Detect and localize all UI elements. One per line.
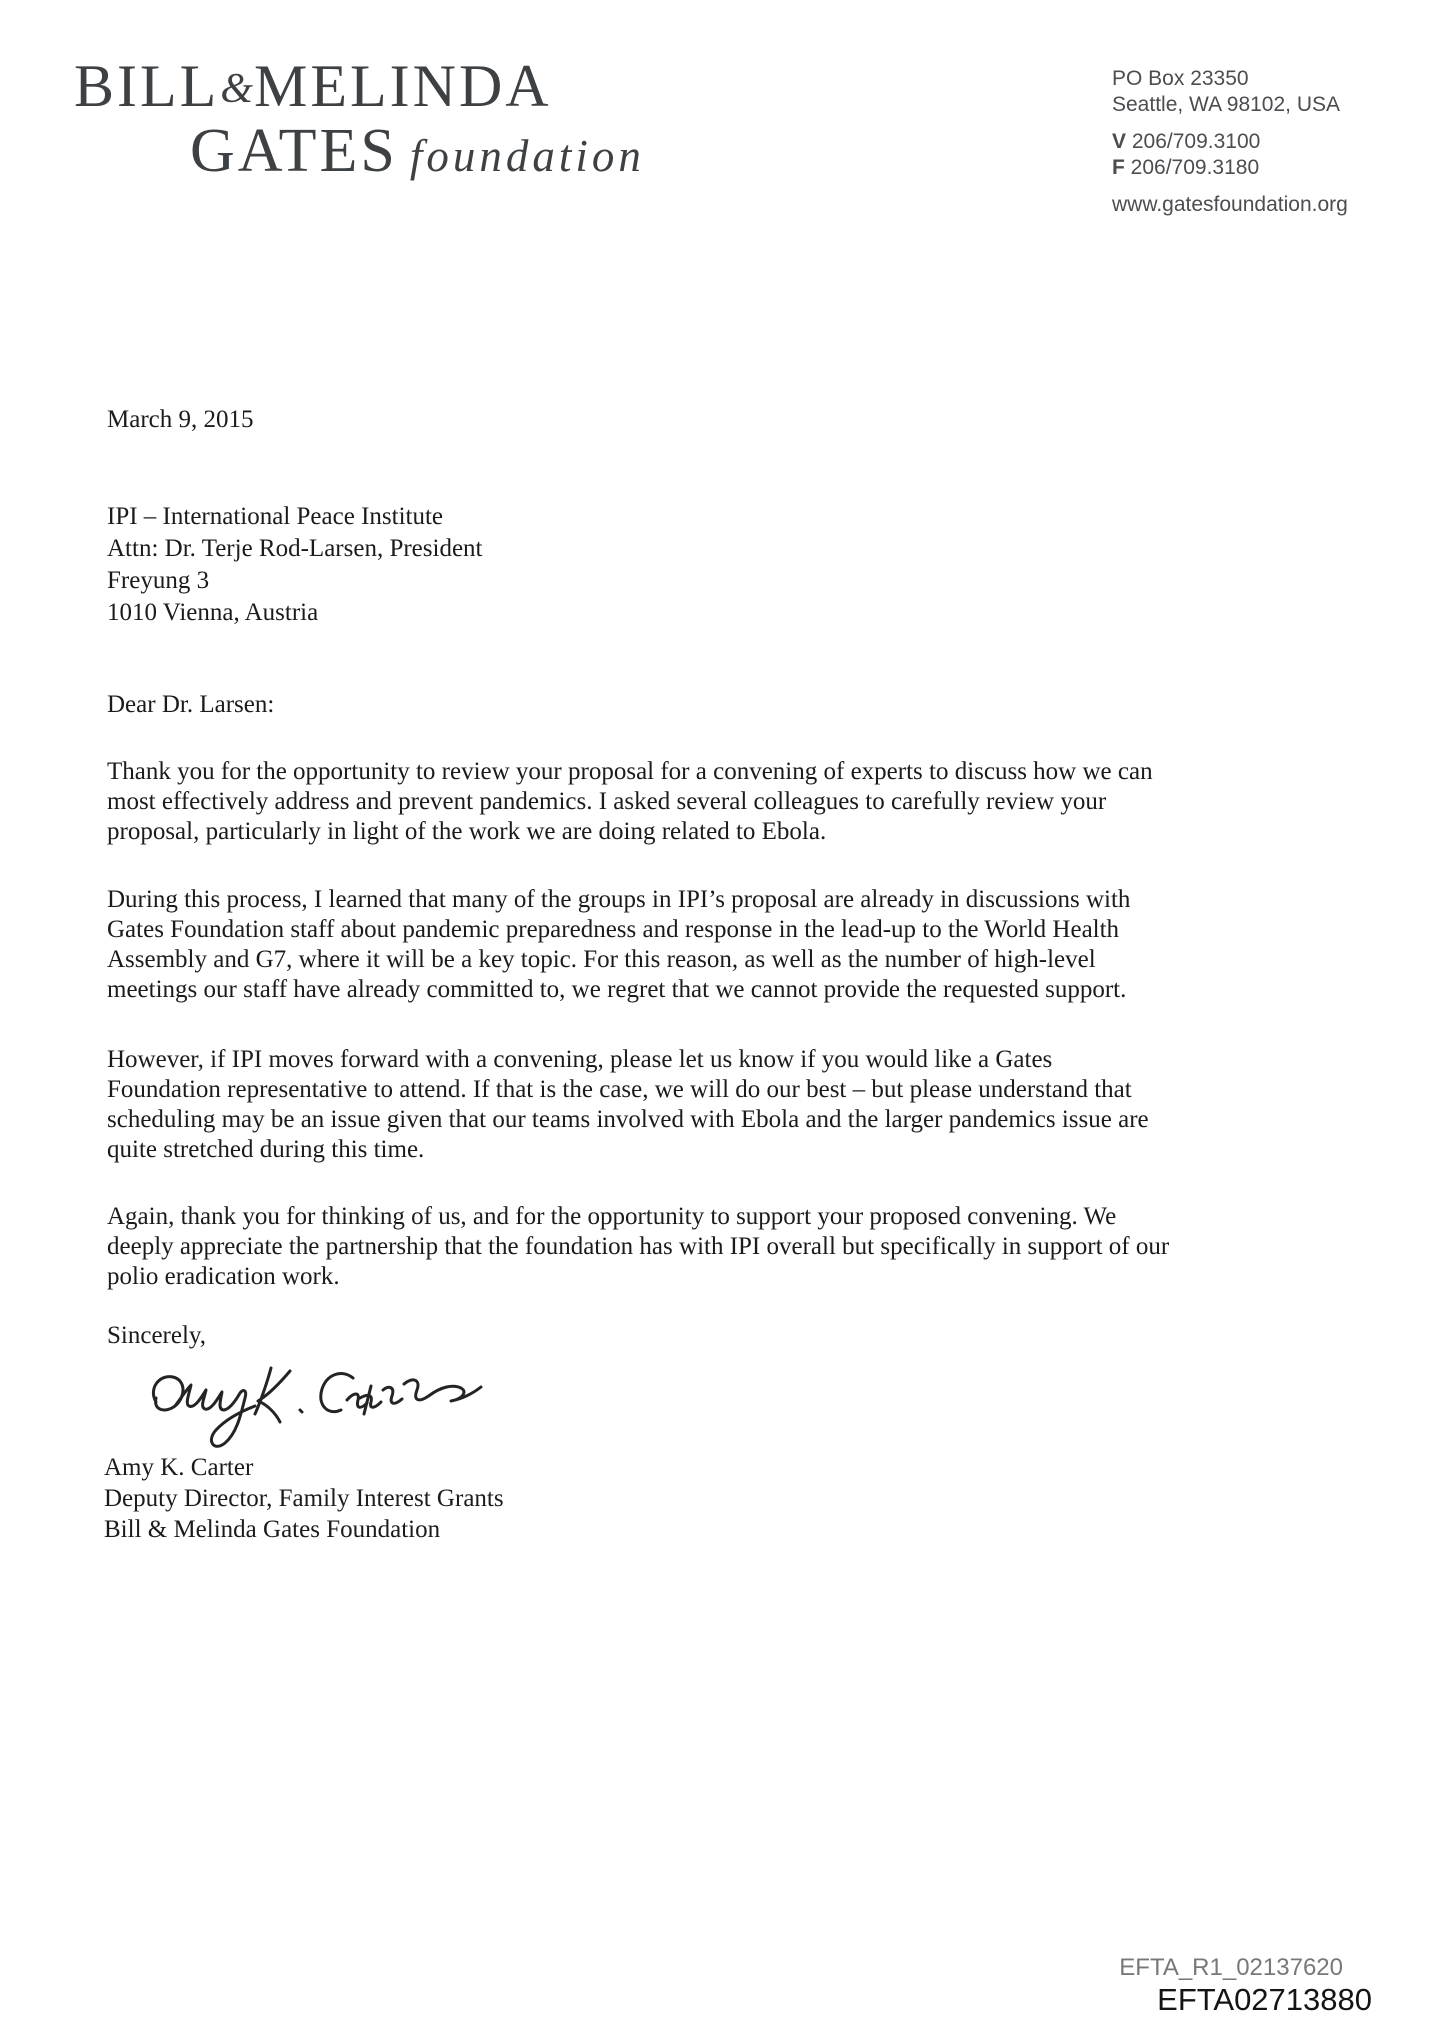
body-line: However, if IPI moves forward with a convening, please let us know if you would like a Gates bbox=[107, 1046, 1053, 1073]
signer-block bbox=[104, 1452, 504, 1545]
recipient-line: 1010 Vienna, Austria bbox=[107, 599, 319, 626]
body-paragraph-4 bbox=[107, 1202, 1169, 1292]
body-line: During this process, I learned that many of the groups in IPI’s proposal are already in discussions with bbox=[107, 886, 1131, 913]
body-line: Foundation representative to attend. If that is the case, we will do our best – but please understand that bbox=[107, 1076, 1132, 1103]
fax-label: F bbox=[1112, 156, 1125, 179]
salutation: Dear Dr. Larsen: bbox=[107, 691, 275, 718]
contact-block bbox=[1112, 66, 1348, 218]
valediction: Sincerely, bbox=[107, 1322, 207, 1349]
voice-line bbox=[1112, 129, 1348, 155]
ref-code-secondary: EFTA02713880 bbox=[1157, 1982, 1372, 2017]
voice-label: V bbox=[1112, 130, 1127, 153]
body-line: deeply appreciate the partnership that the foundation has with IPI overall but specifically in support of our bbox=[107, 1233, 1170, 1260]
city-line: Seattle, WA 98102, USA bbox=[1112, 93, 1341, 116]
po-box-line: PO Box 23350 bbox=[1112, 67, 1249, 90]
website-line: www.gatesfoundation.org bbox=[1112, 193, 1348, 216]
fax-number: 206/709.3180 bbox=[1130, 156, 1260, 179]
date-line: March 9, 2015 bbox=[107, 406, 254, 433]
signer-name: Amy K. Carter bbox=[104, 1454, 254, 1481]
body-line: polio eradication work. bbox=[107, 1263, 340, 1290]
voice-number: 206/709.3100 bbox=[1131, 130, 1261, 153]
ref-code-primary: EFTA_R1_02137620 bbox=[1119, 1954, 1343, 1981]
body-line: most effectively address and prevent pandemics. I asked several colleagues to carefully review your bbox=[107, 788, 1107, 815]
logo-bill-text: BILL bbox=[74, 53, 220, 119]
body-line: Again, thank you for thinking of us, and for the opportunity to support your proposed convening. We bbox=[107, 1203, 1117, 1230]
foundation-logo-line1 bbox=[74, 52, 552, 121]
signer-title: Deputy Director, Family Interest Grants bbox=[104, 1485, 504, 1512]
body-paragraph-1 bbox=[107, 757, 1153, 847]
recipient-line: Attn: Dr. Terje Rod-Larsen, President bbox=[107, 535, 483, 562]
body-paragraph-3 bbox=[107, 1045, 1149, 1165]
body-paragraph-2 bbox=[107, 885, 1130, 1005]
body-line: scheduling may be an issue given that our teams involved with Ebola and the larger pandemics issue are bbox=[107, 1106, 1149, 1133]
body-line: proposal, particularly in light of the work we are doing related to Ebola. bbox=[107, 818, 827, 845]
logo-melinda-text: MELINDA bbox=[253, 53, 552, 119]
body-line: Gates Foundation staff about pandemic preparedness and response in the lead-up to the World Health bbox=[107, 916, 1120, 943]
contact-spacer bbox=[1112, 181, 1348, 192]
body-line: meetings our staff have already committed to, we regret that we cannot provide the requested support. bbox=[107, 976, 1127, 1003]
body-line: quite stretched during this time. bbox=[107, 1136, 425, 1163]
recipient-block bbox=[107, 501, 483, 629]
body-line: Assembly and G7, where it will be a key topic. For this reason, as well as the number of high-level bbox=[107, 946, 1096, 973]
logo-foundation-text: foundation bbox=[409, 131, 645, 181]
contact-spacer bbox=[1112, 118, 1348, 129]
foundation-logo-line2 bbox=[190, 116, 645, 187]
fax-line bbox=[1112, 155, 1348, 181]
signature-handwriting-image bbox=[140, 1348, 490, 1458]
logo-ampersand: & bbox=[220, 66, 253, 112]
logo-gates-text: GATES bbox=[190, 117, 398, 185]
recipient-line: IPI – International Peace Institute bbox=[107, 503, 443, 530]
body-line: Thank you for the opportunity to review your proposal for a convening of experts to discuss how we can bbox=[107, 758, 1153, 785]
signer-org: Bill & Melinda Gates Foundation bbox=[104, 1516, 441, 1543]
recipient-line: Freyung 3 bbox=[107, 567, 210, 594]
